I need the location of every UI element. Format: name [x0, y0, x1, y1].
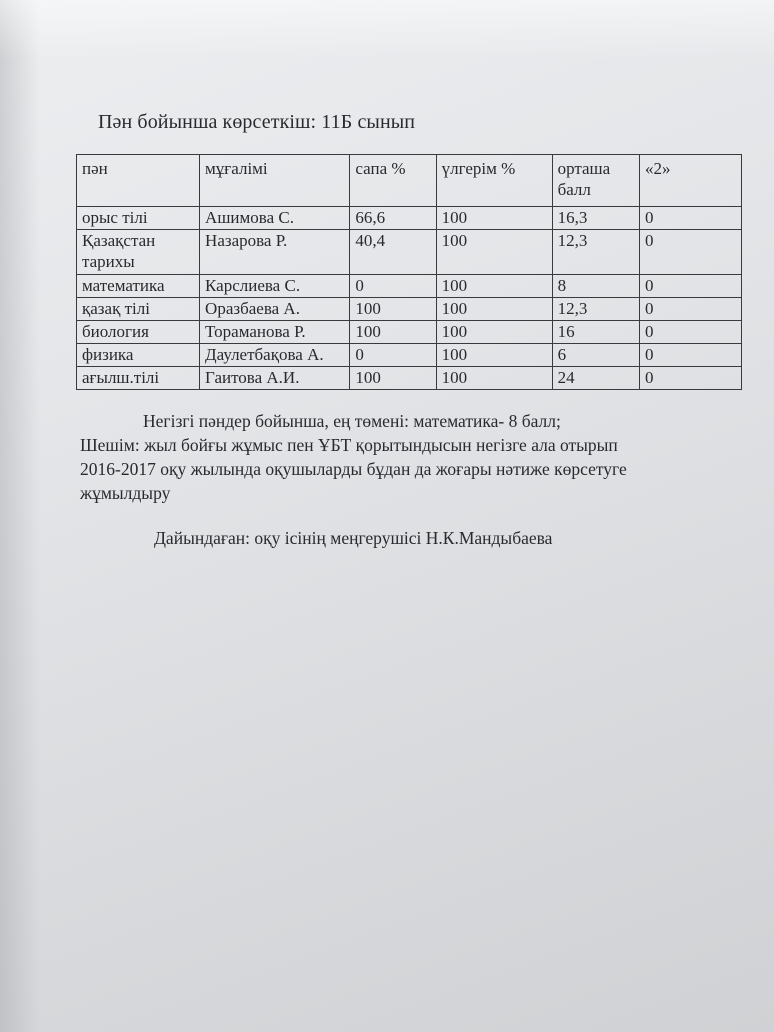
cell-progress: 100	[436, 230, 552, 275]
cell-subject: Қазақстан тарихы	[77, 230, 200, 275]
cell-quality: 40,4	[350, 230, 436, 275]
decision-line: Шешім: жыл бойғы жұмыс пен ҰБТ қорытындысын негізге ала отырып	[80, 435, 618, 455]
cell-twos: 0	[639, 207, 741, 230]
cell-progress: 100	[436, 298, 552, 321]
table-row	[77, 207, 742, 230]
cell-subject: ағылш.тілі	[77, 367, 200, 390]
cell-teacher: Тораманова Р.	[200, 321, 350, 344]
cell-quality: 100	[350, 367, 436, 390]
table-row	[77, 230, 742, 275]
cell-teacher: Назарова Р.	[200, 230, 350, 275]
decision-line-continued: 2016-2017 оқу жылында оқушыларды бұдан да жоғары нәтиже көрсетуге	[80, 459, 627, 479]
cell-average: 12,3	[552, 230, 639, 275]
cell-average: 16,3	[552, 207, 639, 230]
cell-average: 16	[552, 321, 639, 344]
header-average: орташа балл	[552, 155, 639, 207]
cell-quality: 0	[350, 344, 436, 367]
header-teacher: мұғалімі	[200, 155, 350, 207]
cell-twos: 0	[639, 275, 741, 298]
cell-average: 6	[552, 344, 639, 367]
header-quality: сапа %	[350, 155, 436, 207]
cell-average: 24	[552, 367, 639, 390]
cell-twos: 0	[639, 230, 741, 275]
cell-subject: физика	[77, 344, 200, 367]
cell-teacher: Гаитова А.И.	[200, 367, 350, 390]
cell-progress: 100	[436, 367, 552, 390]
table-row	[77, 344, 742, 367]
cell-progress: 100	[436, 207, 552, 230]
cell-average: 12,3	[552, 298, 639, 321]
header-subject: пән	[77, 155, 200, 207]
page-highlight	[0, 0, 774, 60]
table-row	[77, 298, 742, 321]
header-progress: үлгерім %	[436, 155, 552, 207]
cell-teacher: Даулетбақова А.	[200, 344, 350, 367]
cell-subject: орыс тілі	[77, 207, 200, 230]
table-row	[77, 321, 742, 344]
document-title: Пән бойынша көрсеткіш: 11Б сынып	[98, 111, 416, 133]
cell-progress: 100	[436, 275, 552, 298]
cell-subject: математика	[77, 275, 200, 298]
cell-subject: биология	[77, 321, 200, 344]
cell-subject: қазақ тілі	[77, 298, 200, 321]
cell-twos: 0	[639, 298, 741, 321]
cell-quality: 0	[350, 275, 436, 298]
cell-teacher: Ашимова С.	[200, 207, 350, 230]
cell-quality: 100	[350, 298, 436, 321]
page-shadow	[0, 0, 40, 1032]
summary-line: Негізгі пәндер бойынша, ең төмені: математика- 8 балл;	[143, 411, 561, 431]
cell-average: 8	[552, 275, 639, 298]
cell-twos: 0	[639, 321, 741, 344]
cell-twos: 0	[639, 367, 741, 390]
table-row	[77, 275, 742, 298]
table-row	[77, 367, 742, 390]
header-twos: «2»	[639, 155, 741, 207]
cell-progress: 100	[436, 344, 552, 367]
cell-teacher: Оразбаева А.	[200, 298, 350, 321]
cell-quality: 66,6	[350, 207, 436, 230]
decision-line-end: жұмылдыру	[80, 483, 171, 503]
cell-progress: 100	[436, 321, 552, 344]
cell-teacher: Карслиева С.	[200, 275, 350, 298]
prepared-by-signature: Дайындаған: оқу ісінің меңгерушісі Н.К.Мандыбаева	[154, 528, 553, 548]
results-table	[76, 154, 742, 390]
cell-quality: 100	[350, 321, 436, 344]
cell-twos: 0	[639, 344, 741, 367]
table-header-row	[77, 155, 742, 207]
